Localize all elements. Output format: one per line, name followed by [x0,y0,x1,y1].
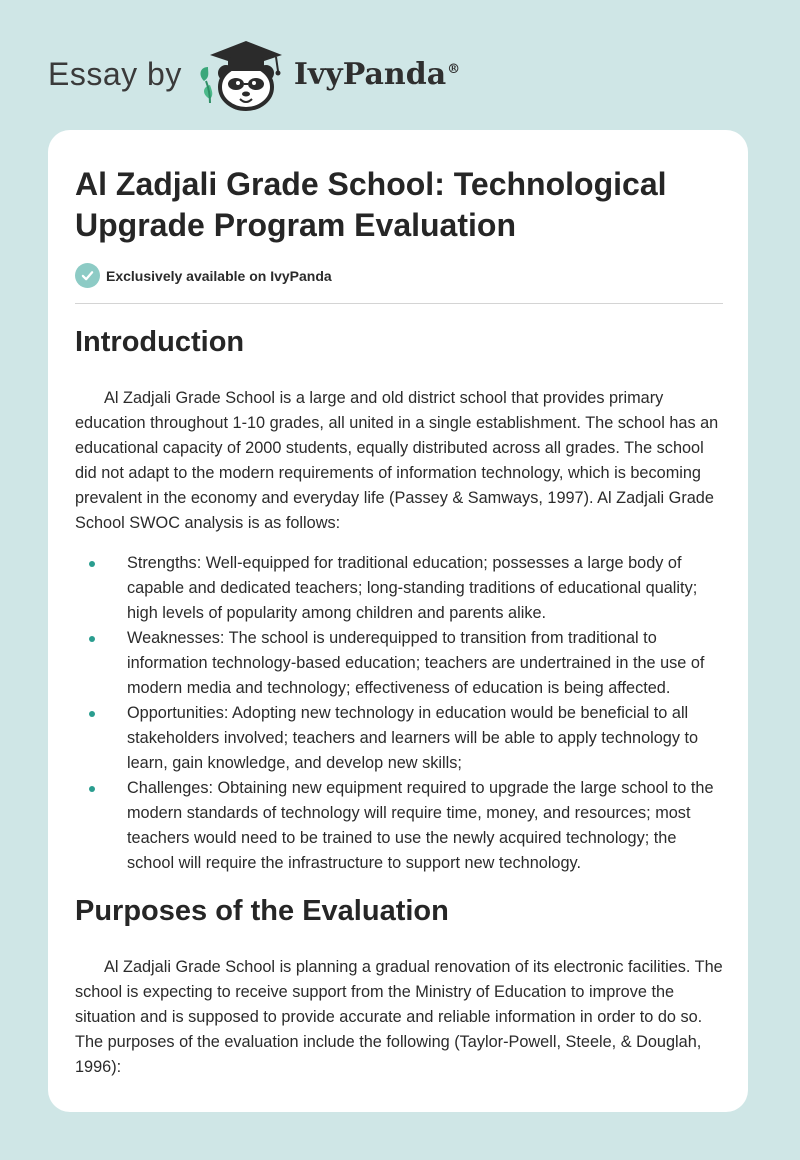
divider [75,303,723,304]
site-header [48,34,460,114]
check-circle-icon [75,263,100,288]
page-title: Al Zadjali Grade School: Technological Upgrade Program Evaluation [75,166,667,243]
badge-label: Exclusively available on IvyPanda [106,267,332,284]
list-item: Weaknesses: The school is underequipped to transition from traditional to information technology-based education; teachers are undertrained in the use of modern media and technology; effectiveness of education is being affected. [75,626,725,701]
introduction-paragraph: Al Zadjali Grade School is a large and old district school that provides primary education throughout 1-10 grades, all united in a single establishment. The school has an educational capacity of 2000 students, equally distributed across all grades. The school did not adapt to the modern requirements of information technology, which is becoming prevalent in the economy and everyday life (Passey & Samways, 1997). Al Zadjali Grade School SWOC analysis is as follows: [75,389,719,532]
purposes-paragraph: Al Zadjali Grade School is planning a gradual renovation of its electronic facilities. The school is expecting to receive support from the Ministry of Education to improve the situation and is supposed to provide accurate and reliable information in order to do so. The purposes of the evaluation include the following (Taylor-Powell, Steele, & Douglah, 1996): [75,958,723,1076]
exclusive-badge [75,263,332,288]
bullet-icon [89,561,95,567]
section-heading-purposes: Purposes of the Evaluation [75,895,449,927]
panda-graduate-icon[interactable] [196,37,288,111]
essay-by-label: Essay by [48,55,182,92]
ivy-leaf-icon [200,67,212,103]
swoc-list [75,551,725,876]
bullet-icon [89,711,95,717]
bullet-icon [89,636,95,642]
brand-name[interactable]: IvyPanda® [293,56,461,92]
list-item: Opportunities: Adopting new technology in education would be beneficial to all stakeholders involved; teachers and learners will be able to apply technology to learn, gain knowledge, and develop new skills; [75,701,725,776]
essay-card [48,130,748,1112]
section-heading-introduction: Introduction [75,326,245,358]
bullet-icon [89,786,95,792]
list-item: Strengths: Well-equipped for traditional education; possesses a large body of capable and dedicated teachers; long-standing traditions of educational quality; high levels of popularity among children and parents alike. [75,551,725,626]
list-item: Challenges: Obtaining new equipment required to upgrade the large school to the modern standards of technology will require time, money, and resources; most teachers would need to be trained to use the newly acquired technology; the school will require the infrastructure to support new technology. [75,776,725,876]
